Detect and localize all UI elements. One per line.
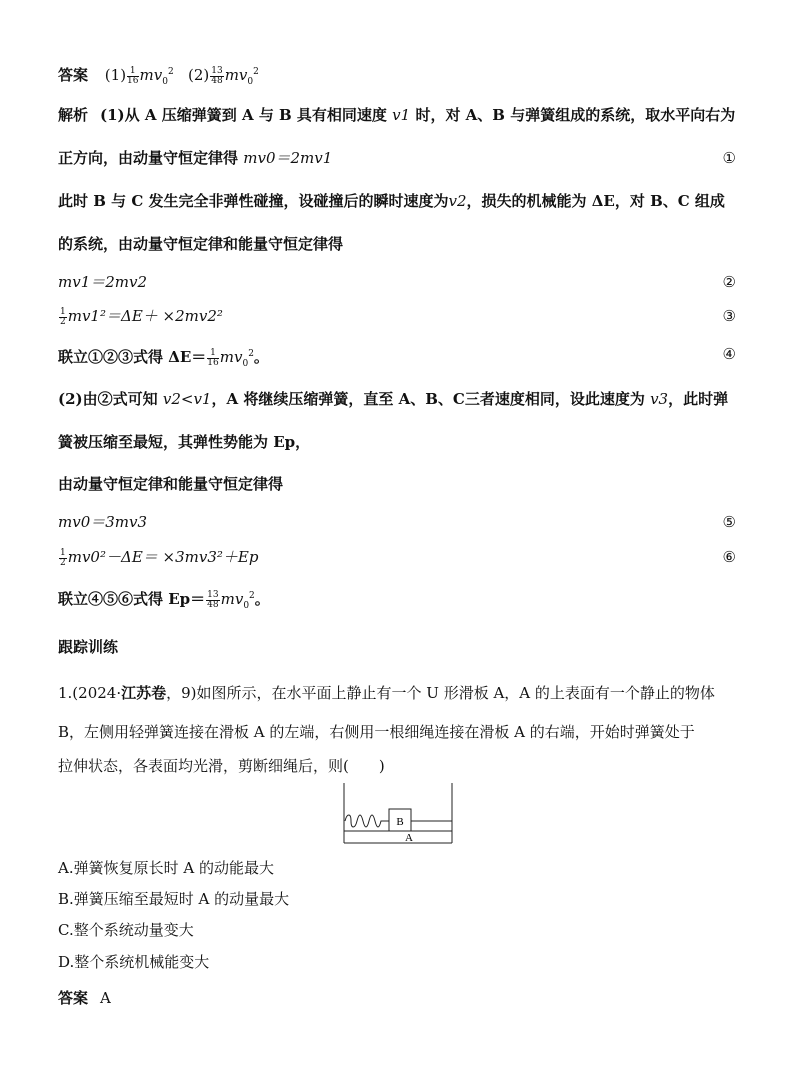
frac-den: 48	[207, 599, 219, 610]
sub: 0	[242, 359, 249, 369]
equation-2	[58, 272, 147, 292]
option-c: C.整个系统动量变大	[58, 921, 194, 939]
text: 联立①②③式得 ΔE＝	[58, 348, 207, 366]
text: (1)从 A 压缩弹簧到 A 与 B 具有相同速度	[100, 106, 387, 124]
answer-line	[58, 62, 259, 92]
var-v2-lt-v1: v2<v1	[162, 390, 212, 408]
frac-num: 1	[127, 67, 138, 77]
training-title: 跟踪训练	[58, 638, 119, 656]
equation-3	[58, 306, 223, 327]
frac-num: 1	[207, 349, 218, 359]
text: ，9)如图所示，在水平面上静止有一个 U 形滑板 A，A 的上表面有一个静止的物体	[166, 684, 715, 702]
fraction-1-16	[207, 349, 218, 368]
eq-number-5: ⑤	[722, 513, 736, 531]
analysis-line-3	[58, 191, 725, 211]
text: 联立④⑤⑥式得 Ep＝	[58, 590, 206, 608]
analysis-line-4: 的系统，由动量守恒定律和能量守恒定律得	[58, 235, 344, 253]
text: ，此时弹	[668, 390, 729, 408]
eq2-text: mv1＝2mv2	[58, 273, 148, 291]
answer-2-line	[58, 988, 111, 1008]
fraction-13-48	[206, 591, 219, 610]
fraction-13-48	[210, 67, 223, 86]
var-v2: v2	[448, 192, 467, 210]
frac-num: 13	[207, 589, 219, 600]
label-b: B	[396, 816, 404, 828]
text: ，损失的机械能为 ΔE，对 B、C 组成	[466, 192, 725, 210]
text: (2)由②式可知	[58, 390, 158, 408]
analysis-label: 解析	[58, 106, 89, 124]
sub: 0	[247, 77, 254, 87]
eq6-text: mv0²－ΔE＝ ×3mv3²＋Ep	[67, 548, 259, 566]
text: 此时 B 与 C 发生完全非弹性碰撞，设碰撞后的瞬时速度为	[58, 192, 449, 210]
equation-6	[58, 547, 258, 568]
sup: 2	[167, 67, 174, 77]
fraction-half	[59, 308, 67, 327]
eq-number-6: ⑥	[722, 548, 736, 566]
answer-expr2: mv	[224, 66, 248, 84]
text: 时，对 A、B 与弹簧组成的系统，取水平向右为	[415, 106, 736, 124]
question-1-line-1	[58, 683, 715, 703]
fraction-1-16	[127, 67, 138, 86]
frac-num: 1	[60, 306, 66, 317]
frac-den: 2	[60, 316, 66, 327]
text: 正方向，由动量守恒定律得	[58, 149, 239, 167]
eq-number-3: ③	[722, 307, 736, 325]
expr: mv	[219, 348, 243, 366]
fraction-half	[59, 549, 67, 568]
label-a: A	[405, 832, 413, 844]
expr: mv	[220, 590, 244, 608]
option-d: D.整个系统机械能变大	[58, 953, 210, 971]
var-v3: v3	[650, 390, 669, 408]
option-b: B.弹簧压缩至最短时 A 的动量最大	[58, 890, 290, 908]
equation-5	[58, 512, 147, 532]
answer-expr1: mv	[139, 66, 163, 84]
analysis-line-9: 联立④⑤⑥式得 Ep＝ $\frac{13}{48}$ $mv_0^2$。	[58, 589, 270, 611]
spring-icon	[345, 815, 389, 827]
analysis-line-7: 簧被压缩至最短，其弹性势能为 Ep，	[58, 433, 311, 451]
var-v1: v1	[392, 106, 411, 124]
analysis-line-1	[58, 105, 735, 125]
question-1-line-2: B，左侧用轻弹簧连接在滑板 A 的左端，右侧用一根细绳连接在滑板 A 的右端，开始时弹簧处于	[58, 723, 695, 741]
option-a: A.弹簧恢复原长时 A 的动能最大	[58, 859, 274, 877]
frac-num: 1	[60, 547, 66, 558]
sup: 2	[253, 67, 259, 77]
question-1-line-3: 拉伸状态，各表面均光滑，剪断细绳后，则( )	[58, 757, 385, 775]
sub: 0	[243, 601, 250, 611]
answer-part1-prefix: (1)	[104, 66, 127, 84]
analysis-line-6	[58, 389, 728, 409]
analysis-line-8: 由动量守恒定律和能量守恒定律得	[58, 475, 284, 493]
frac-den: 16	[127, 75, 139, 86]
answer-label: 答案	[58, 66, 89, 84]
eq-number-2: ②	[722, 273, 736, 291]
frac-den: 2	[60, 557, 66, 568]
eq3-text: mv1²＝ΔE＋ ×2mv2²	[67, 307, 223, 325]
source-bold: 江苏卷	[121, 684, 167, 702]
sup: 2	[248, 349, 254, 359]
text: ，A 将继续压缩弹簧，直至 A、B、C三者速度相同，设此速度为	[211, 390, 645, 408]
eq-number-1: ①	[722, 149, 736, 167]
answer-2-value: A	[100, 989, 111, 1007]
analysis-line-2	[58, 148, 332, 168]
answer-part2-prefix: (2)	[187, 66, 210, 84]
eq5-text: mv0＝3mv3	[58, 513, 148, 531]
equation-1: mv0＝2mv1	[243, 149, 333, 167]
sup: 2	[249, 591, 255, 601]
frac-den: 48	[211, 75, 223, 86]
u-board-spring-figure	[343, 781, 453, 845]
frac-num: 13	[211, 65, 223, 76]
frac-den: 16	[207, 357, 219, 368]
eq-number-4: ④	[722, 345, 736, 363]
answer-2-label: 答案	[58, 989, 89, 1007]
text: 1.(2024·	[58, 684, 122, 702]
sub: 0	[162, 77, 168, 87]
analysis-line-5: 联立①②③式得 ΔE＝ $\frac{1}{16}$ $mv_0^2$。	[58, 347, 269, 369]
